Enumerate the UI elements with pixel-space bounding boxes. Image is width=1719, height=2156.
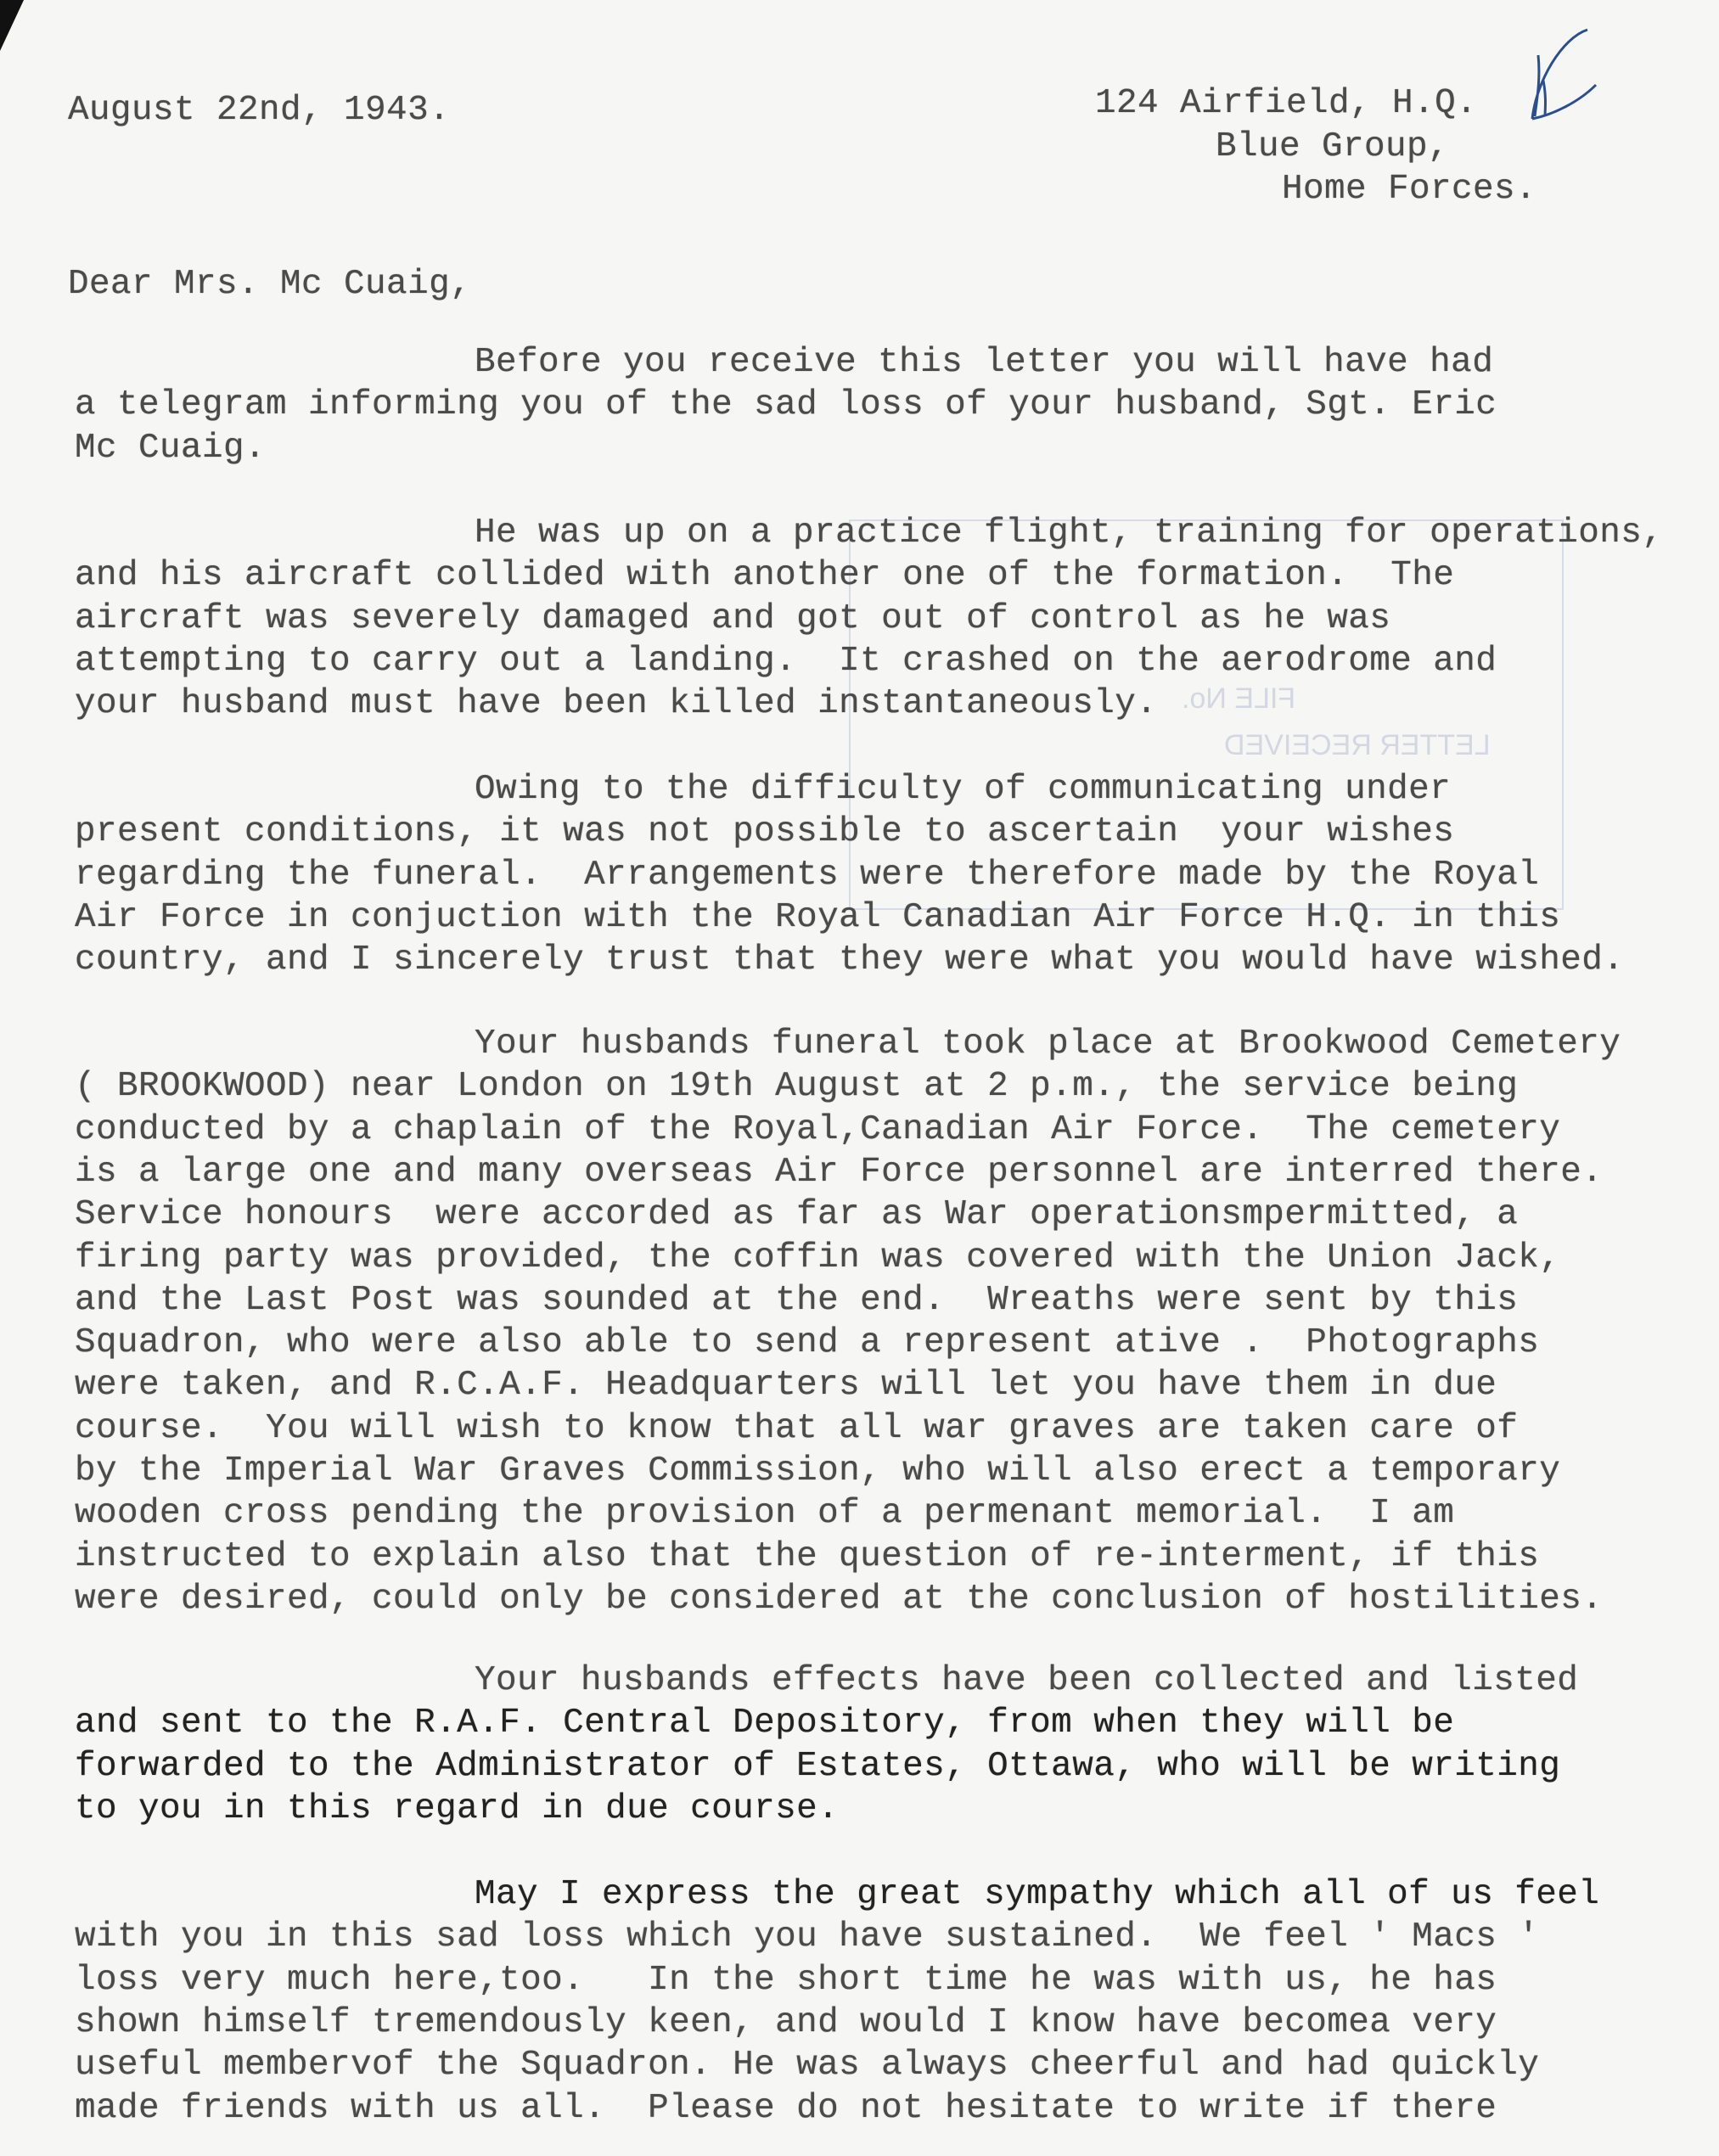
- paragraph-4-line: instructed to explain also that the question of re-interment, if this: [75, 1536, 1540, 1576]
- paragraph-3-line: country, and I sincerely trust that they were what you would have wished.: [75, 940, 1625, 980]
- paragraph-5-line: to you in this regard in due course.: [75, 1788, 840, 1828]
- paragraph-6-line: with you in this sad loss which you have sustained. We feel ' Macs ': [75, 1917, 1540, 1957]
- paragraph-6-line: loss very much here,too. In the short time he was with us, he has: [75, 1960, 1497, 2000]
- page-corner-shadow: [0, 0, 24, 51]
- paragraph-4-line: Squadron, who were also able to send a represent ative . Photographs: [75, 1323, 1540, 1363]
- paragraph-2-line: your husband must have been killed instantaneously.: [75, 684, 1158, 724]
- paragraph-4-line: wooden cross pending the provision of a permenant memorial. I am: [75, 1494, 1455, 1534]
- paragraph-3-line: present conditions, it was not possible to ascertain your wishes: [75, 812, 1455, 852]
- paragraph-4-line: by the Imperial War Graves Commission, who will also erect a temporary: [75, 1451, 1561, 1491]
- paragraph-5-line: Your husbands effects have been collected and listed: [475, 1661, 1579, 1700]
- paragraph-1-line: Before you receive this letter you will have had: [475, 343, 1494, 382]
- paragraph-3-line: regarding the funeral. Arrangements were therefore made by the Royal: [75, 855, 1540, 895]
- stamp-file-no: FILE No.: [1182, 682, 1296, 715]
- paragraph-1-line: Mc Cuaig.: [75, 428, 267, 468]
- paragraph-4-line: and the Last Post was sounded at the end. Wreaths were sent by this: [75, 1280, 1519, 1320]
- paragraph-4-line: were desired, could only be considered at the conclusion of hostilities.: [75, 1579, 1604, 1619]
- paragraph-5-line: and sent to the R.A.F. Central Depository, from when they will be: [75, 1704, 1455, 1743]
- address-line: 124 Airfield, H.Q.: [1095, 84, 1478, 123]
- paragraph-6-line: shown himself tremendously keen, and would I know have becomea very: [75, 2002, 1497, 2042]
- paragraph-6-line: May I express the great sympathy which all of us feel: [475, 1875, 1600, 1914]
- paragraph-4-line: were taken, and R.C.A.F. Headquarters will let you have them in due: [75, 1366, 1497, 1406]
- paragraph-4-line: conducted by a chaplain of the Royal,Canadian Air Force. The cemetery: [75, 1109, 1561, 1149]
- paragraph-2-line: attempting to carry out a landing. It crashed on the aerodrome and: [75, 641, 1497, 681]
- stamp-letter-received: LETTER RECEIVED: [1224, 729, 1491, 761]
- paragraph-6-line: useful membervof the Squadron. He was always cheerful and had quickly: [75, 2046, 1540, 2086]
- address-line: Blue Group,: [1216, 127, 1450, 166]
- paragraph-4-line: is a large one and many overseas Air Force personnel are interred there.: [75, 1152, 1604, 1192]
- paragraph-2-line: aircraft was severely damaged and got out of control as he was: [75, 598, 1391, 638]
- paragraph-1-line: a telegram informing you of the sad loss of your husband, Sgt. Eric: [75, 385, 1497, 425]
- paragraph-3-line: Owing to the difficulty of communicating under: [475, 770, 1452, 809]
- handwritten-initial-mark: [1494, 21, 1613, 140]
- salutation: Dear Mrs. Mc Cuaig,: [68, 265, 472, 304]
- paragraph-4-line: Service honours were accorded as far as War operationsmpermitted, a: [75, 1195, 1519, 1235]
- paragraph-4-line: ( BROOKWOOD) near London on 19th August at 2 p.m., the service being: [75, 1067, 1519, 1107]
- paragraph-5-line: forwarded to the Administrator of Estates, Ottawa, who will be writing: [75, 1746, 1561, 1786]
- paragraph-3-line: Air Force in conjuction with the Royal Canadian Air Force H.Q. in this: [75, 897, 1561, 937]
- address-line: Home Forces.: [1282, 170, 1537, 209]
- paragraph-4-line: course. You will wish to know that all war graves are taken care of: [75, 1408, 1519, 1448]
- letter-date: August 22nd, 1943.: [68, 91, 451, 130]
- paragraph-4-line: firing party was provided, the coffin was covered with the Union Jack,: [75, 1238, 1561, 1277]
- paragraph-6-line: made friends with us all. Please do not hesitate to write if there: [75, 2088, 1497, 2128]
- paragraph-4-line: Your husbands funeral took place at Brookwood Cemetery: [475, 1025, 1621, 1064]
- paragraph-2-line: He was up on a practice flight, training for operations,: [475, 514, 1664, 553]
- paragraph-2-line: and his aircraft collided with another one of the formation. The: [75, 556, 1455, 596]
